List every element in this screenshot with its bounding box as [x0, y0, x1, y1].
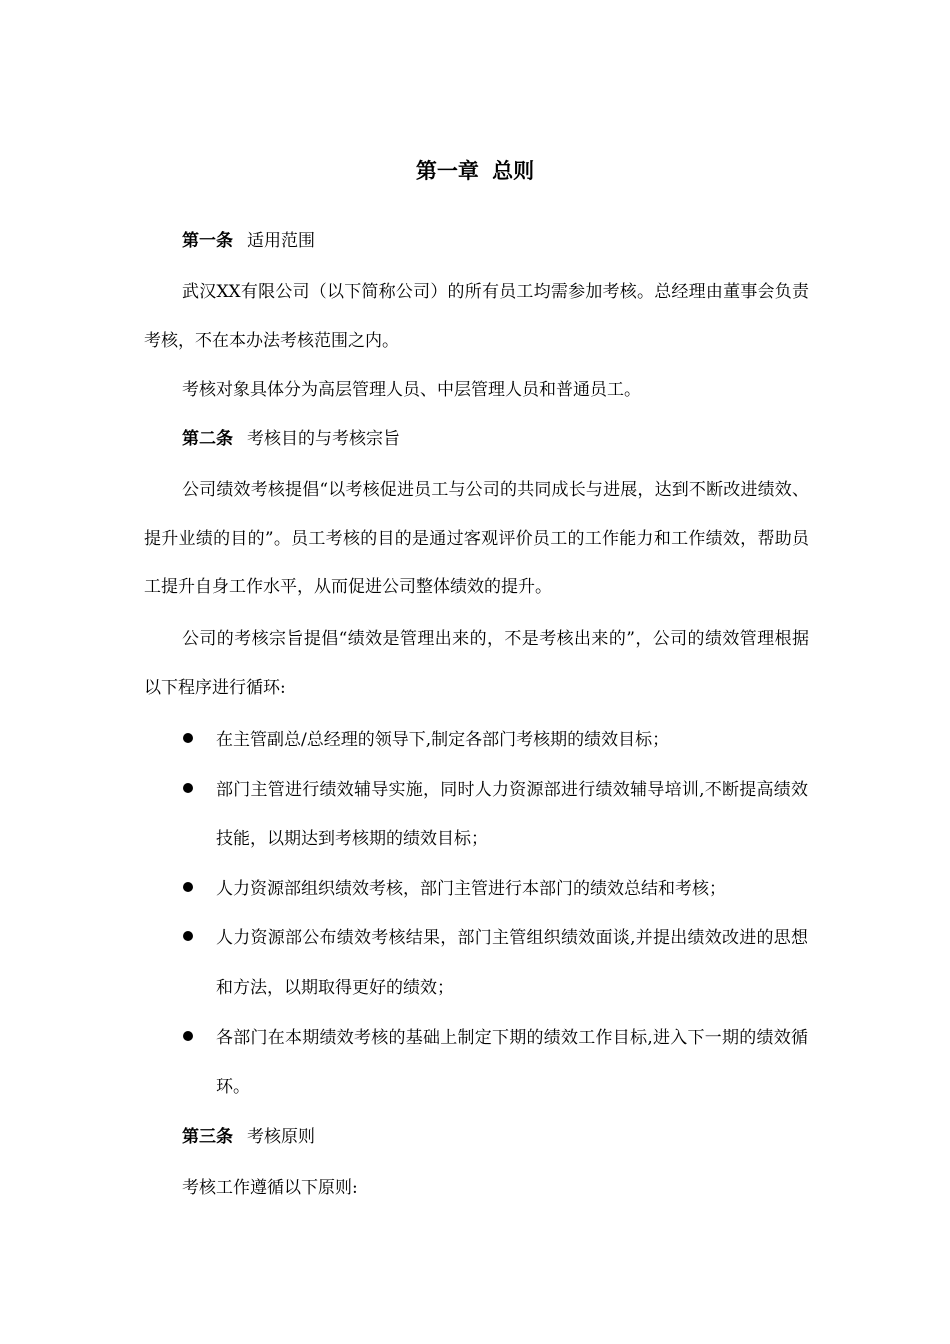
- cycle-bullet-list: [0, 716, 950, 1113]
- bullet-icon: [183, 783, 193, 793]
- paragraph: 武汉XX有限公司（以下简称公司）的所有员工均需参加考核。总经理由董事会负责考核，不在本办法考核范围之内。: [144, 282, 809, 351]
- list-item-text: 人力资源部公布绩效考核结果，部门主管组织绩效面谈,并提出绩效改进的思想和方法，以期取得更好的绩效；: [216, 928, 808, 998]
- bullet-icon: [183, 733, 193, 743]
- paragraph: 考核对象具体分为高层管理人员、中层管理人员和普通员工。: [182, 380, 641, 400]
- article-number: 第二条: [182, 429, 233, 449]
- paragraph: 公司的考核宗旨提倡“绩效是管理出来的，不是考核出来的”，公司的绩效管理根据以下程序进行循环:: [144, 629, 809, 698]
- bullet-icon: [183, 931, 193, 941]
- article-heading-3: [182, 1125, 315, 1149]
- list-item-text: 在主管副总/总经理的领导下,制定各部门考核期的绩效目标；: [216, 730, 670, 750]
- article-title: 考核目的与考核宗旨: [247, 429, 400, 449]
- list-item: [0, 865, 950, 915]
- list-item: [0, 766, 950, 865]
- article-number: 第一条: [182, 231, 233, 251]
- bullet-icon: [183, 882, 193, 892]
- bullet-icon: [183, 1031, 193, 1041]
- list-item-text: 各部门在本期绩效考核的基础上制定下期的绩效工作目标,进入下一期的绩效循环。: [216, 1027, 808, 1098]
- list-item: [0, 914, 950, 1013]
- chapter-title: 第一章 总则: [415, 158, 535, 183]
- article-title: 适用范围: [247, 231, 315, 251]
- paragraph: 考核工作遵循以下原则:: [182, 1178, 358, 1198]
- article-title: 考核原则: [247, 1127, 315, 1147]
- list-item: [0, 716, 950, 766]
- article-heading-2: [182, 427, 400, 451]
- list-item: [0, 1014, 950, 1113]
- paragraph: 公司绩效考核提倡“以考核促进员工与公司的共同成长与进展，达到不断改进绩效、提升业绩的目的”。员工考核的目的是通过客观评价员工的工作能力和工作绩效，帮助员工提升自身工作水平，从而促进公司整体绩效的提升。: [144, 480, 809, 597]
- list-item-text: 部门主管进行绩效辅导实施，同时人力资源部进行绩效辅导培训,不断提高绩效技能，以期达到考核期的绩效目标；: [216, 779, 808, 850]
- article-heading-1: [182, 229, 315, 253]
- article-number: 第三条: [182, 1127, 233, 1147]
- list-item-text: 人力资源部组织绩效考核，部门主管进行本部门的绩效总结和考核；: [216, 878, 726, 899]
